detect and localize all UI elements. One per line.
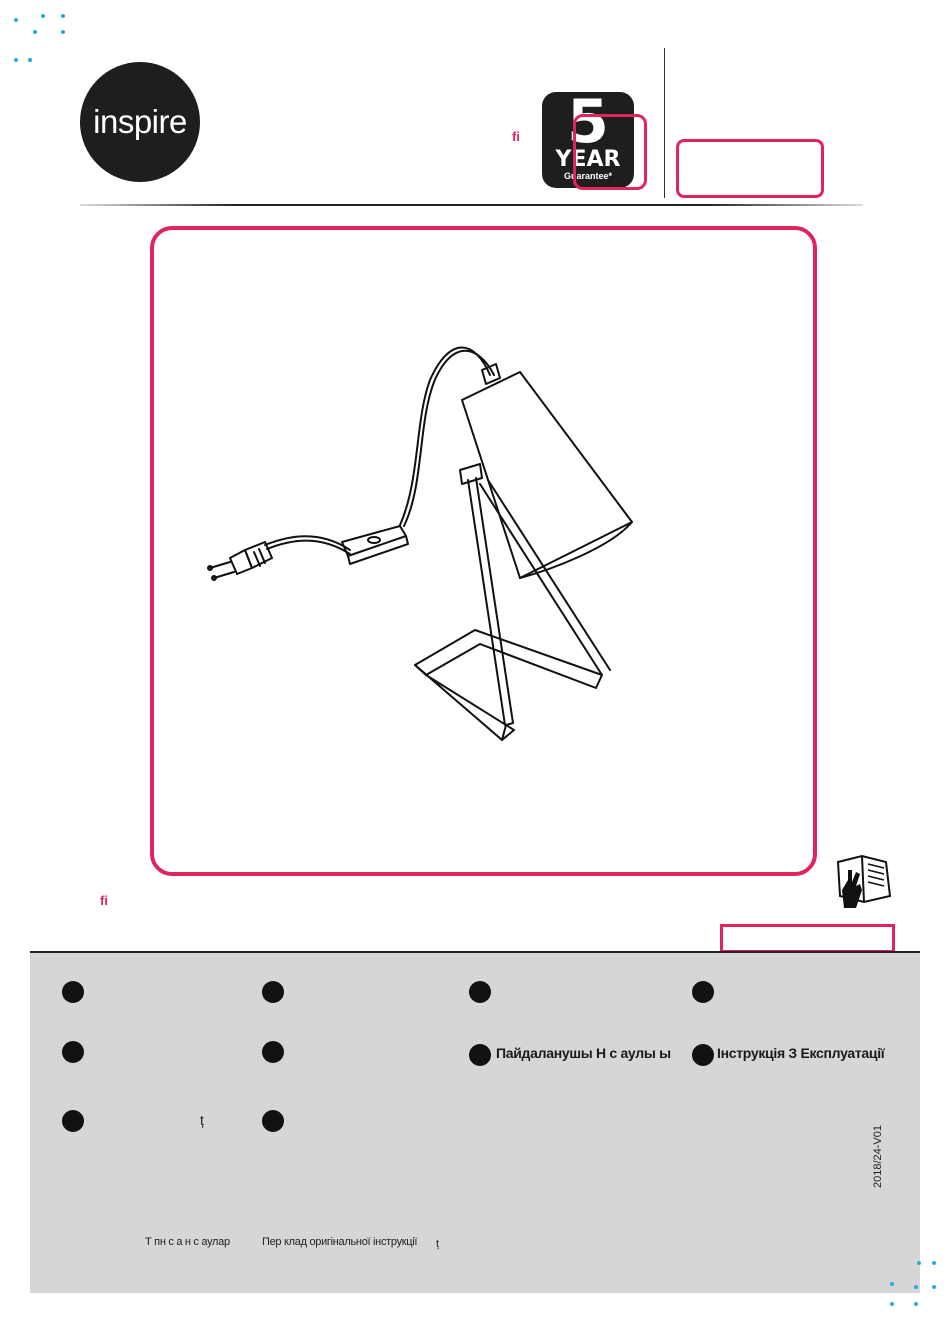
inspire-logo xyxy=(80,62,200,182)
language-glyph: ț xyxy=(200,1112,204,1128)
badge-highlight-outline xyxy=(573,114,647,190)
language-label-ukrainian: Інструкція З Експлуатації xyxy=(717,1045,885,1061)
language-bullet xyxy=(469,1044,491,1066)
language-bullet xyxy=(262,1041,284,1063)
language-bullet xyxy=(469,981,491,1003)
table-lamp-illustration xyxy=(190,330,650,760)
decorative-dots-top xyxy=(0,0,80,70)
badge-guarantee: Guarantee* xyxy=(563,171,613,181)
footer-glyph: ț xyxy=(436,1238,439,1250)
reference-box xyxy=(676,139,824,198)
language-bullet xyxy=(692,981,714,1003)
footer-translation-ukrainian: Пер клад оригінальної інструкції xyxy=(262,1236,418,1248)
badge-number: 5 xyxy=(567,87,609,157)
language-bullet xyxy=(62,981,84,1003)
header-rule xyxy=(80,204,863,206)
badge-year: YEAR xyxy=(555,147,621,172)
header-fi-mark: ﬁ xyxy=(512,129,520,144)
language-label-kazakh: Пайдаланушы Н с аулы ы xyxy=(496,1045,671,1061)
decorative-dots-bottom xyxy=(880,1255,950,1323)
read-manual-icon xyxy=(834,850,894,912)
language-bullet xyxy=(62,1110,84,1132)
barcode-placeholder-box xyxy=(720,924,895,953)
footer-translation-kazakh: Т пн с а н с аулар xyxy=(145,1236,230,1248)
language-bullet xyxy=(692,1044,714,1066)
logo-text: inspire xyxy=(93,103,187,140)
document-version: 2018/24-V01 xyxy=(872,1125,884,1188)
language-bullet xyxy=(62,1041,84,1063)
header-divider xyxy=(664,48,665,198)
language-bullet xyxy=(262,981,284,1003)
language-bullet xyxy=(262,1110,284,1132)
footer-fi-mark: ﬁ xyxy=(100,893,108,908)
